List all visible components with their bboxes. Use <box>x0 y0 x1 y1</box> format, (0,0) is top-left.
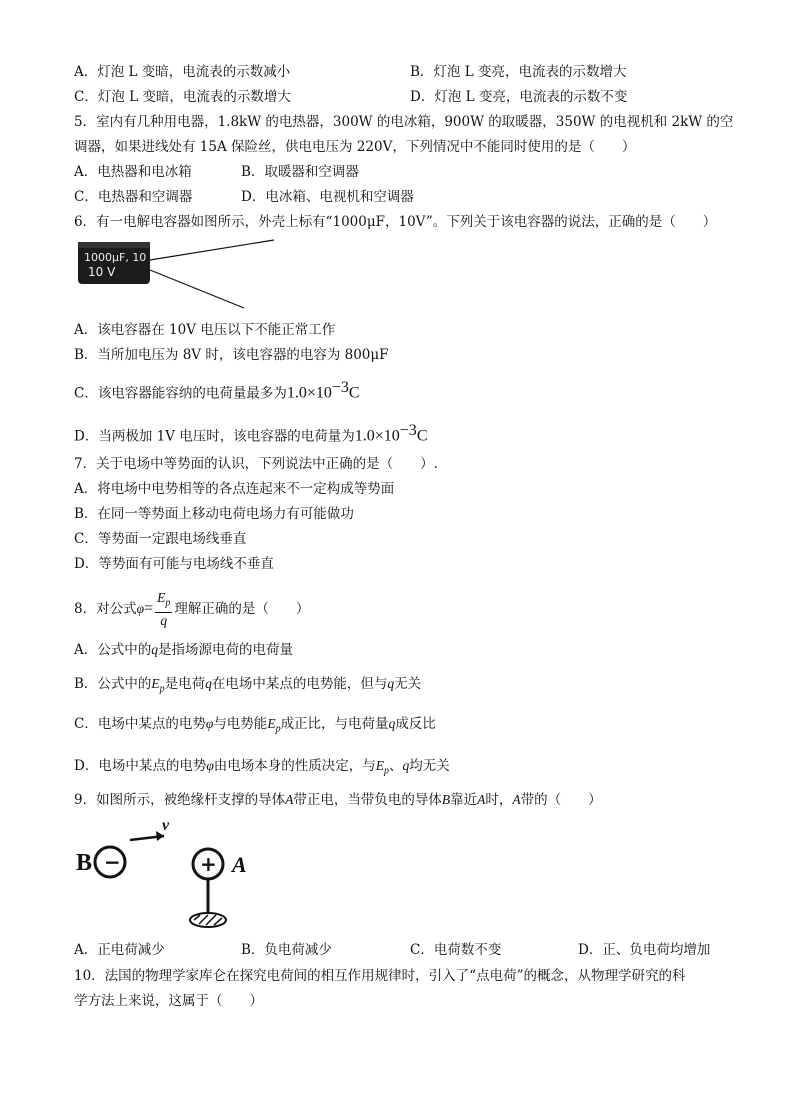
q8-c-e: E <box>267 716 276 731</box>
q6-option-c <box>74 378 360 404</box>
q8-a-q: q <box>151 642 158 657</box>
q9-option-d: D．正、负电荷均增加 <box>578 942 711 958</box>
q4-option-c: C．灯泡 L 变暗，电流表的示数增大 <box>74 89 291 105</box>
q10-stem-line1: 10．法国的物理学家库仑在探究电荷间的相互作用规律时，引入了“点电荷”的概念，从物理学研究的科 <box>74 968 686 984</box>
q9-stem-text1: 9．如图所示，被绝缘杆支撑的导体 <box>74 792 286 808</box>
q8-d-q: q <box>402 758 410 773</box>
q6-option-c-value: 1.0×10 <box>286 384 332 402</box>
q8-c-text1: C．电场中某点的电势 <box>74 716 206 732</box>
q9-stem <box>74 790 602 810</box>
capacitor-band <box>78 242 150 248</box>
q8-d-phi: φ <box>206 758 214 773</box>
q9-stem-text3: 靠近 <box>450 792 478 808</box>
figure-label-b: B <box>76 850 93 876</box>
q7-option-c: C．等势面一定跟电场线垂直 <box>74 531 247 547</box>
q8-b-text3: 在电场中某点的电势能，但与 <box>211 676 388 692</box>
q9-option-a: A．正电荷减少 <box>74 942 165 958</box>
velocity-label: v <box>162 817 170 834</box>
q8-stem-prefix: 8．对公式 <box>74 600 137 617</box>
q6-option-c-text: C．该电容器能容纳的电荷量最多为 <box>74 385 287 402</box>
q9-stem-a3: A <box>512 792 521 807</box>
q4-option-a: A．灯泡 L 变暗，电流表的示数减小 <box>74 64 291 80</box>
q8-formula-phi: φ <box>136 600 145 616</box>
q8-formula-fraction <box>155 590 172 629</box>
q8-b-text2: 是电荷 <box>164 676 206 692</box>
conductor-a-sign: + <box>200 852 217 876</box>
q8-b-text1: B．公式中的 <box>74 676 152 692</box>
capacitor-lead-top <box>150 240 274 260</box>
capacitor-lead-bottom <box>150 270 244 308</box>
q6-stem: 6．有一电解电容器如图所示，外壳上标有“1000μF，10V”。下列关于该电容器的说法，正确的是（ ） <box>74 214 717 230</box>
q6-option-d-unit: C <box>416 427 428 445</box>
q5-option-c: C．电热器和空调器 <box>74 189 193 205</box>
q8-d-text2: 由电场本身的性质决定，与 <box>213 758 376 774</box>
q8-c-q: q <box>388 716 396 731</box>
q8-d-sub: p <box>384 765 390 777</box>
q6-option-c-exponent: −3 <box>331 379 349 396</box>
figure-label-a: A <box>232 852 247 877</box>
q8-option-d <box>74 756 450 782</box>
q8-d-text4: 均无关 <box>409 758 450 774</box>
q9-stem-b: B <box>441 792 451 807</box>
q9-stem-text2: 带正电，当带负电的导体 <box>293 792 442 808</box>
q6-option-d-exponent: −3 <box>399 422 417 439</box>
q8-numerator-sub: p <box>165 597 171 609</box>
q8-d-e: E <box>375 758 385 773</box>
q9-stem-a2: A <box>477 792 486 807</box>
q9-option-b: B．负电荷减少 <box>241 942 332 958</box>
capacitor-label-2: 10 V <box>88 265 116 279</box>
q8-stem-suffix: 理解正确的是（ ） <box>174 600 310 617</box>
q8-b-q2: q <box>387 676 395 691</box>
q7-stem: 7．关于电场中等势面的认识，下列说法中正确的是（ ）. <box>74 456 438 472</box>
q7-option-a: A．将电场中电势相等的各点连起来不一定构成等势面 <box>74 481 395 497</box>
q5-option-a: A．电热器和电冰箱 <box>74 164 192 180</box>
q8-option-b <box>74 674 421 700</box>
q5-option-b: B．取暖器和空调器 <box>241 164 359 180</box>
q9-option-c: C．电荷数不变 <box>410 942 502 958</box>
conductor-b-sign: − <box>104 850 121 874</box>
q8-b-text4: 无关 <box>394 676 422 692</box>
q8-c-text2: 与电势能 <box>213 716 268 732</box>
q8-b-sub: p <box>159 683 165 695</box>
q6-option-d <box>74 421 427 447</box>
q8-fraction-numerator <box>155 590 172 613</box>
q8-fraction-denominator: q <box>160 612 168 628</box>
conductor-figure <box>74 812 264 937</box>
q8-c-sub: p <box>275 723 281 735</box>
capacitor-label-1: 1000μF, 10 <box>84 251 147 264</box>
q9-stem-text4: 时， <box>485 792 513 808</box>
q8-stem <box>74 590 309 629</box>
q6-option-d-text: D．当两极加 1V 电压时，该电容器的电荷量为 <box>74 428 355 445</box>
q8-formula-equals: = <box>144 599 154 617</box>
q8-numerator-e: E <box>157 590 166 605</box>
q8-a-text2: 是指场源电荷的电荷量 <box>158 642 293 658</box>
q8-b-e: E <box>151 676 160 691</box>
q5-stem-line1: 5．室内有几种用电器，1.8kW 的电热器，300W 的电冰箱，900W 的取暖器，350W 的电视机和 2kW 的空 <box>74 114 734 130</box>
q7-option-b: B．在同一等势面上移动电荷电场力有可能做功 <box>74 506 354 522</box>
q9-stem-text5: 带的（ ） <box>520 792 602 808</box>
q9-stem-a: A <box>285 792 294 807</box>
q8-c-phi: φ <box>205 716 214 731</box>
q8-a-text1: A．公式中的 <box>74 642 152 658</box>
q6-option-b: B．当所加电压为 8V 时，该电容器的电容为 800μF <box>74 347 389 363</box>
capacitor-figure <box>74 234 284 314</box>
q4-option-b: B．灯泡 L 变亮，电流表的示数增大 <box>410 64 627 80</box>
q8-option-a <box>74 640 293 660</box>
q6-option-a: A．该电容器在 10V 电压以下不能正常工作 <box>74 322 336 338</box>
q8-d-text1: D．电场中某点的电势 <box>74 758 207 774</box>
q6-option-c-unit: C <box>348 384 360 402</box>
q8-c-text4: 成反比 <box>395 716 436 732</box>
q10-stem-line2: 学方法上来说，这属于（ ） <box>74 993 263 1009</box>
q8-option-c <box>74 714 436 740</box>
q8-c-text3: 成正比，与电荷量 <box>280 716 389 732</box>
q8-d-text3: 、 <box>389 758 403 774</box>
q7-option-d: D．等势面有可能与电场线不垂直 <box>74 556 274 572</box>
q8-b-q: q <box>205 676 212 691</box>
q5-stem-line2: 调器，如果进线处有 15A 保险丝，供电电压为 220V，下列情况中不能同时使用的是（ ） <box>74 139 636 155</box>
q5-option-d: D．电冰箱、电视机和空调器 <box>241 189 414 205</box>
q4-option-d: D．灯泡 L 变亮，电流表的示数不变 <box>410 89 628 105</box>
q6-option-d-value: 1.0×10 <box>354 427 400 445</box>
